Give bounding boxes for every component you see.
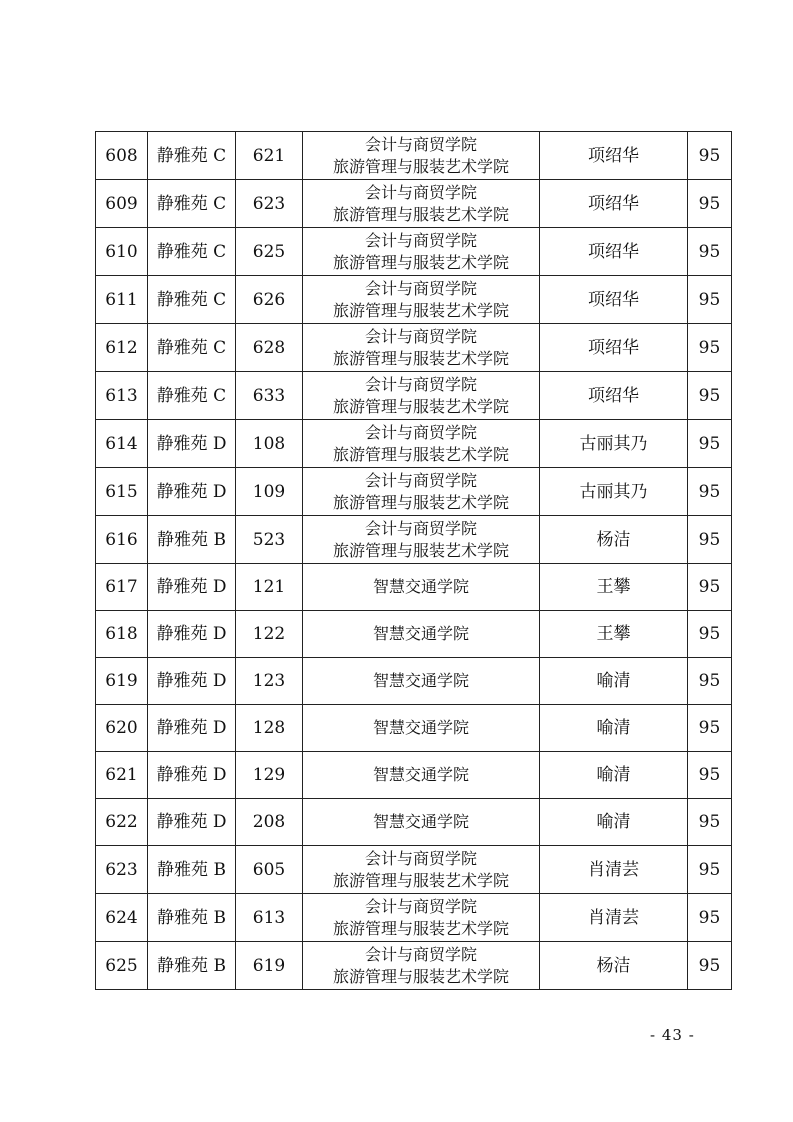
college-name: 旅游管理与服装艺术学院 (332, 252, 509, 272)
table-row (96, 276, 732, 324)
row-number-cell: 609 (96, 180, 148, 228)
room-cell: 523 (236, 516, 303, 564)
score-cell: 95 (688, 324, 732, 372)
college-name: 旅游管理与服装艺术学院 (332, 156, 509, 176)
college-name: 旅游管理与服装艺术学院 (332, 966, 509, 986)
room-cell: 628 (236, 324, 303, 372)
row-number-cell: 619 (96, 658, 148, 705)
score-cell: 95 (688, 942, 732, 990)
counselor-cell: 肖清芸 (540, 846, 688, 894)
row-number-cell: 612 (96, 324, 148, 372)
room-cell: 208 (236, 799, 303, 846)
college-name: 旅游管理与服装艺术学院 (332, 540, 509, 560)
college-name: 旅游管理与服装艺术学院 (332, 348, 509, 368)
college-name: 会计与商贸学院 (364, 848, 477, 868)
row-number-cell: 618 (96, 611, 148, 658)
score-cell: 95 (688, 611, 732, 658)
counselor-cell: 项绍华 (540, 324, 688, 372)
building-cell: 静雅苑 C (148, 132, 236, 180)
building-cell: 静雅苑 D (148, 420, 236, 468)
room-cell: 623 (236, 180, 303, 228)
room-cell: 633 (236, 372, 303, 420)
college-cell (303, 276, 540, 324)
score-cell: 95 (688, 799, 732, 846)
building-cell: 静雅苑 D (148, 468, 236, 516)
room-cell: 625 (236, 228, 303, 276)
building-cell: 静雅苑 C (148, 276, 236, 324)
college-name: 智慧交通学院 (372, 765, 469, 784)
row-number-cell: 613 (96, 372, 148, 420)
building-cell: 静雅苑 D (148, 564, 236, 611)
score-cell: 95 (688, 276, 732, 324)
college-name: 会计与商贸学院 (364, 896, 477, 916)
building-cell: 静雅苑 B (148, 516, 236, 564)
counselor-cell: 古丽其乃 (540, 420, 688, 468)
table-row (96, 658, 732, 705)
score-cell: 95 (688, 132, 732, 180)
table-row (96, 942, 732, 990)
college-name: 会计与商贸学院 (364, 518, 477, 538)
row-number-cell: 611 (96, 276, 148, 324)
building-cell: 静雅苑 D (148, 799, 236, 846)
dormitory-score-table (95, 131, 732, 990)
table-row (96, 372, 732, 420)
building-cell: 静雅苑 D (148, 611, 236, 658)
college-cell (303, 799, 540, 846)
college-cell (303, 658, 540, 705)
college-cell (303, 752, 540, 799)
table-row (96, 180, 732, 228)
college-cell (303, 705, 540, 752)
college-name: 智慧交通学院 (372, 812, 469, 831)
table-row (96, 846, 732, 894)
building-cell: 静雅苑 C (148, 180, 236, 228)
score-cell: 95 (688, 468, 732, 516)
building-cell: 静雅苑 B (148, 846, 236, 894)
table-row (96, 324, 732, 372)
counselor-cell: 王攀 (540, 564, 688, 611)
room-cell: 108 (236, 420, 303, 468)
score-cell: 95 (688, 420, 732, 468)
college-cell (303, 324, 540, 372)
college-name: 智慧交通学院 (372, 671, 469, 690)
college-name: 旅游管理与服装艺术学院 (332, 300, 509, 320)
counselor-cell: 项绍华 (540, 132, 688, 180)
table-row (96, 468, 732, 516)
table-row (96, 799, 732, 846)
college-name: 会计与商贸学院 (364, 182, 477, 202)
college-cell (303, 132, 540, 180)
counselor-cell: 项绍华 (540, 276, 688, 324)
building-cell: 静雅苑 B (148, 894, 236, 942)
table-row (96, 894, 732, 942)
counselor-cell: 喻清 (540, 752, 688, 799)
college-cell (303, 846, 540, 894)
college-cell (303, 372, 540, 420)
room-cell: 122 (236, 611, 303, 658)
room-cell: 123 (236, 658, 303, 705)
room-cell: 605 (236, 846, 303, 894)
score-cell: 95 (688, 658, 732, 705)
table-row (96, 611, 732, 658)
score-cell: 95 (688, 894, 732, 942)
table-body (96, 132, 732, 990)
college-cell (303, 942, 540, 990)
table-row (96, 564, 732, 611)
college-name: 会计与商贸学院 (364, 134, 477, 154)
college-cell (303, 894, 540, 942)
row-number-cell: 616 (96, 516, 148, 564)
counselor-cell: 项绍华 (540, 372, 688, 420)
college-name: 旅游管理与服装艺术学院 (332, 204, 509, 224)
college-cell (303, 228, 540, 276)
row-number-cell: 620 (96, 705, 148, 752)
counselor-cell: 杨洁 (540, 516, 688, 564)
counselor-cell: 喻清 (540, 658, 688, 705)
counselor-cell: 肖清芸 (540, 894, 688, 942)
score-cell: 95 (688, 180, 732, 228)
college-name: 智慧交通学院 (372, 718, 469, 737)
row-number-cell: 624 (96, 894, 148, 942)
table-row (96, 228, 732, 276)
college-cell (303, 180, 540, 228)
counselor-cell: 王攀 (540, 611, 688, 658)
table-row (96, 132, 732, 180)
room-cell: 121 (236, 564, 303, 611)
room-cell: 109 (236, 468, 303, 516)
college-name: 旅游管理与服装艺术学院 (332, 396, 509, 416)
score-cell: 95 (688, 228, 732, 276)
row-number-cell: 617 (96, 564, 148, 611)
building-cell: 静雅苑 D (148, 658, 236, 705)
row-number-cell: 615 (96, 468, 148, 516)
score-cell: 95 (688, 564, 732, 611)
row-number-cell: 614 (96, 420, 148, 468)
college-name: 旅游管理与服装艺术学院 (332, 870, 509, 890)
room-cell: 129 (236, 752, 303, 799)
college-name: 会计与商贸学院 (364, 374, 477, 394)
row-number-cell: 608 (96, 132, 148, 180)
college-cell (303, 468, 540, 516)
counselor-cell: 古丽其乃 (540, 468, 688, 516)
college-name: 会计与商贸学院 (364, 278, 477, 298)
row-number-cell: 622 (96, 799, 148, 846)
table-row (96, 705, 732, 752)
building-cell: 静雅苑 D (148, 705, 236, 752)
row-number-cell: 621 (96, 752, 148, 799)
table-row (96, 516, 732, 564)
college-cell (303, 420, 540, 468)
building-cell: 静雅苑 C (148, 372, 236, 420)
counselor-cell: 喻清 (540, 799, 688, 846)
building-cell: 静雅苑 C (148, 324, 236, 372)
college-name: 会计与商贸学院 (364, 326, 477, 346)
counselor-cell: 项绍华 (540, 228, 688, 276)
room-cell: 621 (236, 132, 303, 180)
table-row (96, 420, 732, 468)
score-cell: 95 (688, 752, 732, 799)
building-cell: 静雅苑 D (148, 752, 236, 799)
counselor-cell: 项绍华 (540, 180, 688, 228)
college-name: 会计与商贸学院 (364, 422, 477, 442)
counselor-cell: 喻清 (540, 705, 688, 752)
room-cell: 613 (236, 894, 303, 942)
college-name: 会计与商贸学院 (364, 944, 477, 964)
room-cell: 626 (236, 276, 303, 324)
college-name: 会计与商贸学院 (364, 230, 477, 250)
row-number-cell: 610 (96, 228, 148, 276)
score-cell: 95 (688, 372, 732, 420)
page-number: - 43 - (650, 1026, 695, 1044)
score-cell: 95 (688, 846, 732, 894)
row-number-cell: 623 (96, 846, 148, 894)
college-name: 智慧交通学院 (372, 624, 469, 643)
college-cell (303, 564, 540, 611)
score-cell: 95 (688, 705, 732, 752)
college-name: 会计与商贸学院 (364, 470, 477, 490)
college-name: 智慧交通学院 (372, 577, 469, 596)
college-name: 旅游管理与服装艺术学院 (332, 444, 509, 464)
building-cell: 静雅苑 C (148, 228, 236, 276)
college-cell (303, 516, 540, 564)
room-cell: 619 (236, 942, 303, 990)
college-name: 旅游管理与服装艺术学院 (332, 492, 509, 512)
row-number-cell: 625 (96, 942, 148, 990)
table-row (96, 752, 732, 799)
score-cell: 95 (688, 516, 732, 564)
counselor-cell: 杨洁 (540, 942, 688, 990)
college-cell (303, 611, 540, 658)
room-cell: 128 (236, 705, 303, 752)
college-name: 旅游管理与服装艺术学院 (332, 918, 509, 938)
building-cell: 静雅苑 B (148, 942, 236, 990)
